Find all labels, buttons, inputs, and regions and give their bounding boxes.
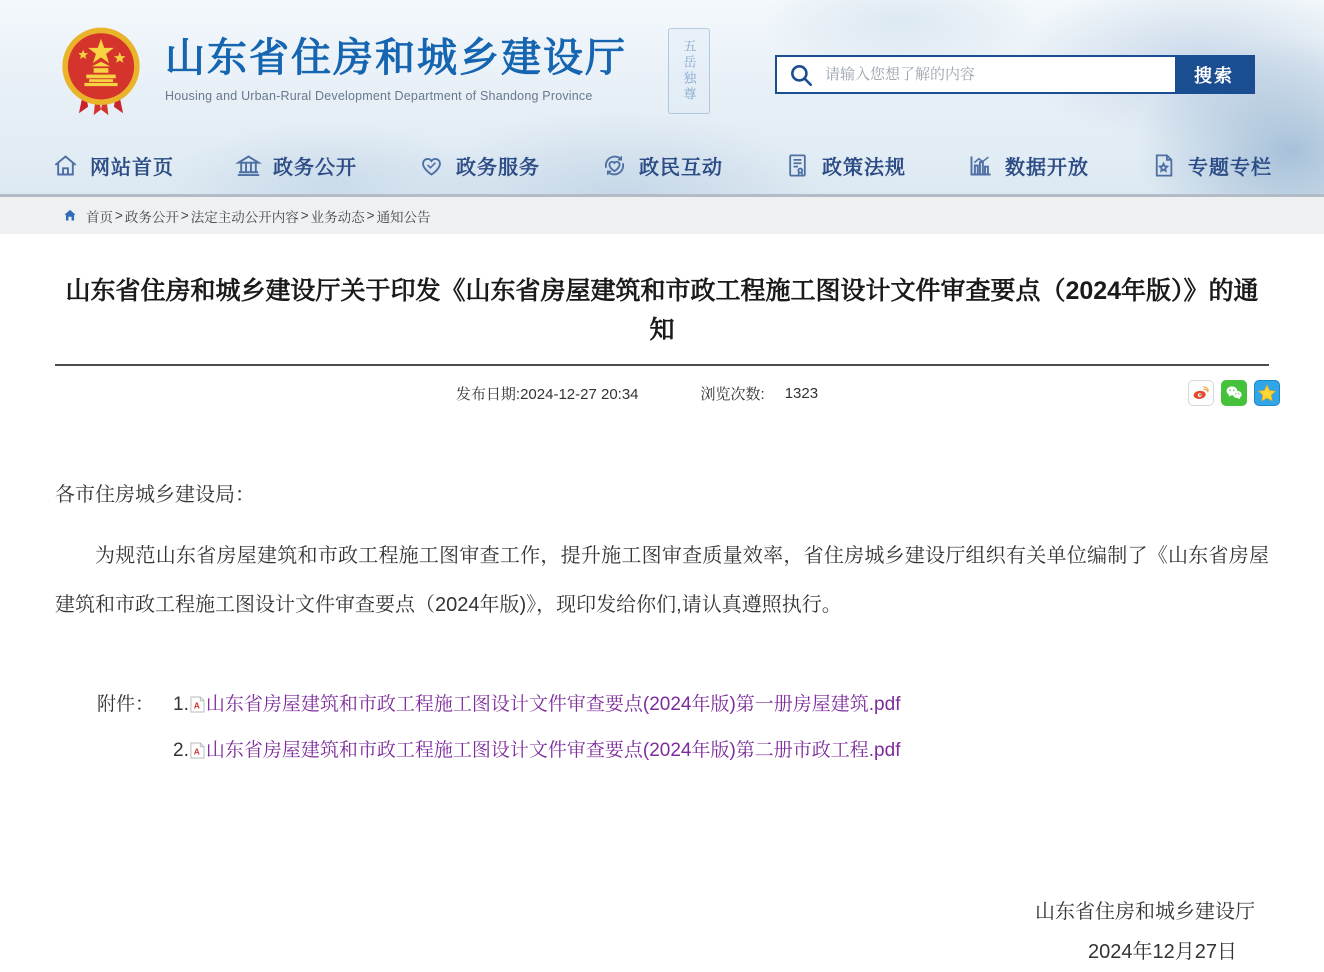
pdf-file-icon	[190, 742, 205, 759]
heart-interaction-icon	[601, 152, 628, 179]
handshake-icon	[418, 152, 445, 179]
attachments	[0, 682, 1324, 774]
attachment-link-volume2[interactable]: 山东省房屋建筑和市政工程施工图设计文件审查要点(2024年版)第二册市政工程.pdf	[205, 739, 901, 761]
breadcrumb-home-icon	[62, 208, 78, 223]
site-titles	[165, 24, 627, 103]
nav-item-policies[interactable]	[784, 151, 906, 180]
home-icon	[52, 152, 79, 179]
nav-item-label: 政策法规	[822, 156, 906, 179]
nav-item-interaction[interactable]	[601, 151, 723, 180]
svg-text:A: A	[193, 746, 200, 757]
weibo-share-icon[interactable]	[1188, 380, 1214, 406]
views-label: 浏览次数:	[700, 386, 765, 403]
nav-item-label: 专题专栏	[1188, 156, 1272, 179]
breadcrumb-item-home[interactable]: 首页	[86, 209, 113, 225]
attachments-label: 附件：	[97, 693, 155, 715]
main-nav	[0, 136, 1324, 194]
attachment-number: 2.	[173, 739, 189, 761]
qzone-share-icon[interactable]	[1254, 380, 1280, 406]
nav-item-public-affairs[interactable]	[235, 151, 357, 180]
share-buttons	[1188, 380, 1280, 406]
breadcrumb-item-statutory-content[interactable]: 法定主动公开内容	[190, 209, 299, 225]
breadcrumb-item-business-news[interactable]: 业务动态	[310, 209, 365, 225]
policy-document-icon	[784, 152, 811, 179]
search-bar	[775, 55, 1255, 94]
nav-item-label: 数据开放	[1005, 156, 1089, 179]
breadcrumb-item-notices[interactable]: 通知公告	[376, 209, 431, 225]
pdf-file-icon	[190, 696, 205, 713]
attachment-link-volume1[interactable]: 山东省房屋建筑和市政工程施工图设计文件审查要点(2024年版)第一册房屋建筑.pdf	[205, 693, 901, 715]
nav-item-label: 政务服务	[456, 156, 540, 179]
government-building-icon	[235, 152, 262, 179]
masthead	[0, 0, 1324, 197]
national-emblem-logo	[55, 24, 147, 116]
data-chart-icon	[967, 152, 994, 179]
signature-org: 山东省住房和城乡建设厅	[1035, 900, 1255, 923]
nav-item-home[interactable]	[52, 151, 174, 180]
nav-item-open-data[interactable]	[967, 151, 1089, 180]
attachment-number: 1.	[173, 693, 189, 715]
publish-date: 发布日期:2024-12-27 20:34	[455, 386, 639, 403]
search-input[interactable]	[825, 57, 1175, 92]
site-name: 山东省住房和城乡建设厅	[165, 36, 627, 80]
breadcrumb-separator: >	[115, 208, 123, 223]
signature-date: 2024年12月27日	[1088, 940, 1237, 963]
breadcrumb-separator: >	[180, 208, 189, 223]
article	[0, 234, 1324, 972]
nav-item-label: 政民互动	[639, 156, 723, 179]
attachment-row	[97, 728, 1324, 774]
signature-block	[0, 892, 1324, 972]
nav-item-services[interactable]	[418, 151, 540, 180]
star-document-icon	[1150, 152, 1177, 179]
nav-item-special-topics[interactable]	[1150, 151, 1272, 180]
attachment-row	[97, 682, 1324, 728]
nav-item-label: 网站首页	[90, 156, 174, 179]
breadcrumb	[0, 197, 1324, 234]
salutation: 各市住房城乡建设局：	[55, 483, 255, 506]
search-icon[interactable]	[777, 57, 825, 92]
body-paragraph: 为规范山东省房屋建筑和市政工程施工图审查工作，提升施工图审查质量效率，省住房城乡建设厅组织有关单位编制了《山东省房屋建筑和市政工程施工图设计文件审查要点（2024年版)》，现印发给你们,请认真遵照执行。	[55, 544, 1269, 616]
svg-text:A: A	[193, 700, 200, 711]
breadcrumb-separator: >	[366, 208, 375, 223]
breadcrumb-item-public-affairs[interactable]: 政务公开	[124, 209, 179, 225]
site-name-english: Housing and Urban-Rural Development Department of Shandong Province	[165, 89, 593, 103]
article-meta	[0, 366, 1299, 422]
article-title: 山东省住房和城乡建设厅关于印发《山东省房屋建筑和市政工程施工图设计文件审查要点（2024年版）》的通知	[65, 277, 1259, 344]
nav-item-label: 政务公开	[273, 156, 357, 179]
decorative-seal: 五岳独尊	[668, 28, 710, 114]
wechat-share-icon[interactable]	[1221, 380, 1247, 406]
search-button[interactable]: 搜索	[1175, 57, 1253, 92]
article-body	[0, 480, 1324, 630]
breadcrumb-separator: >	[300, 208, 309, 223]
site-branding[interactable]	[55, 24, 627, 116]
views-count: 1323	[784, 385, 819, 402]
